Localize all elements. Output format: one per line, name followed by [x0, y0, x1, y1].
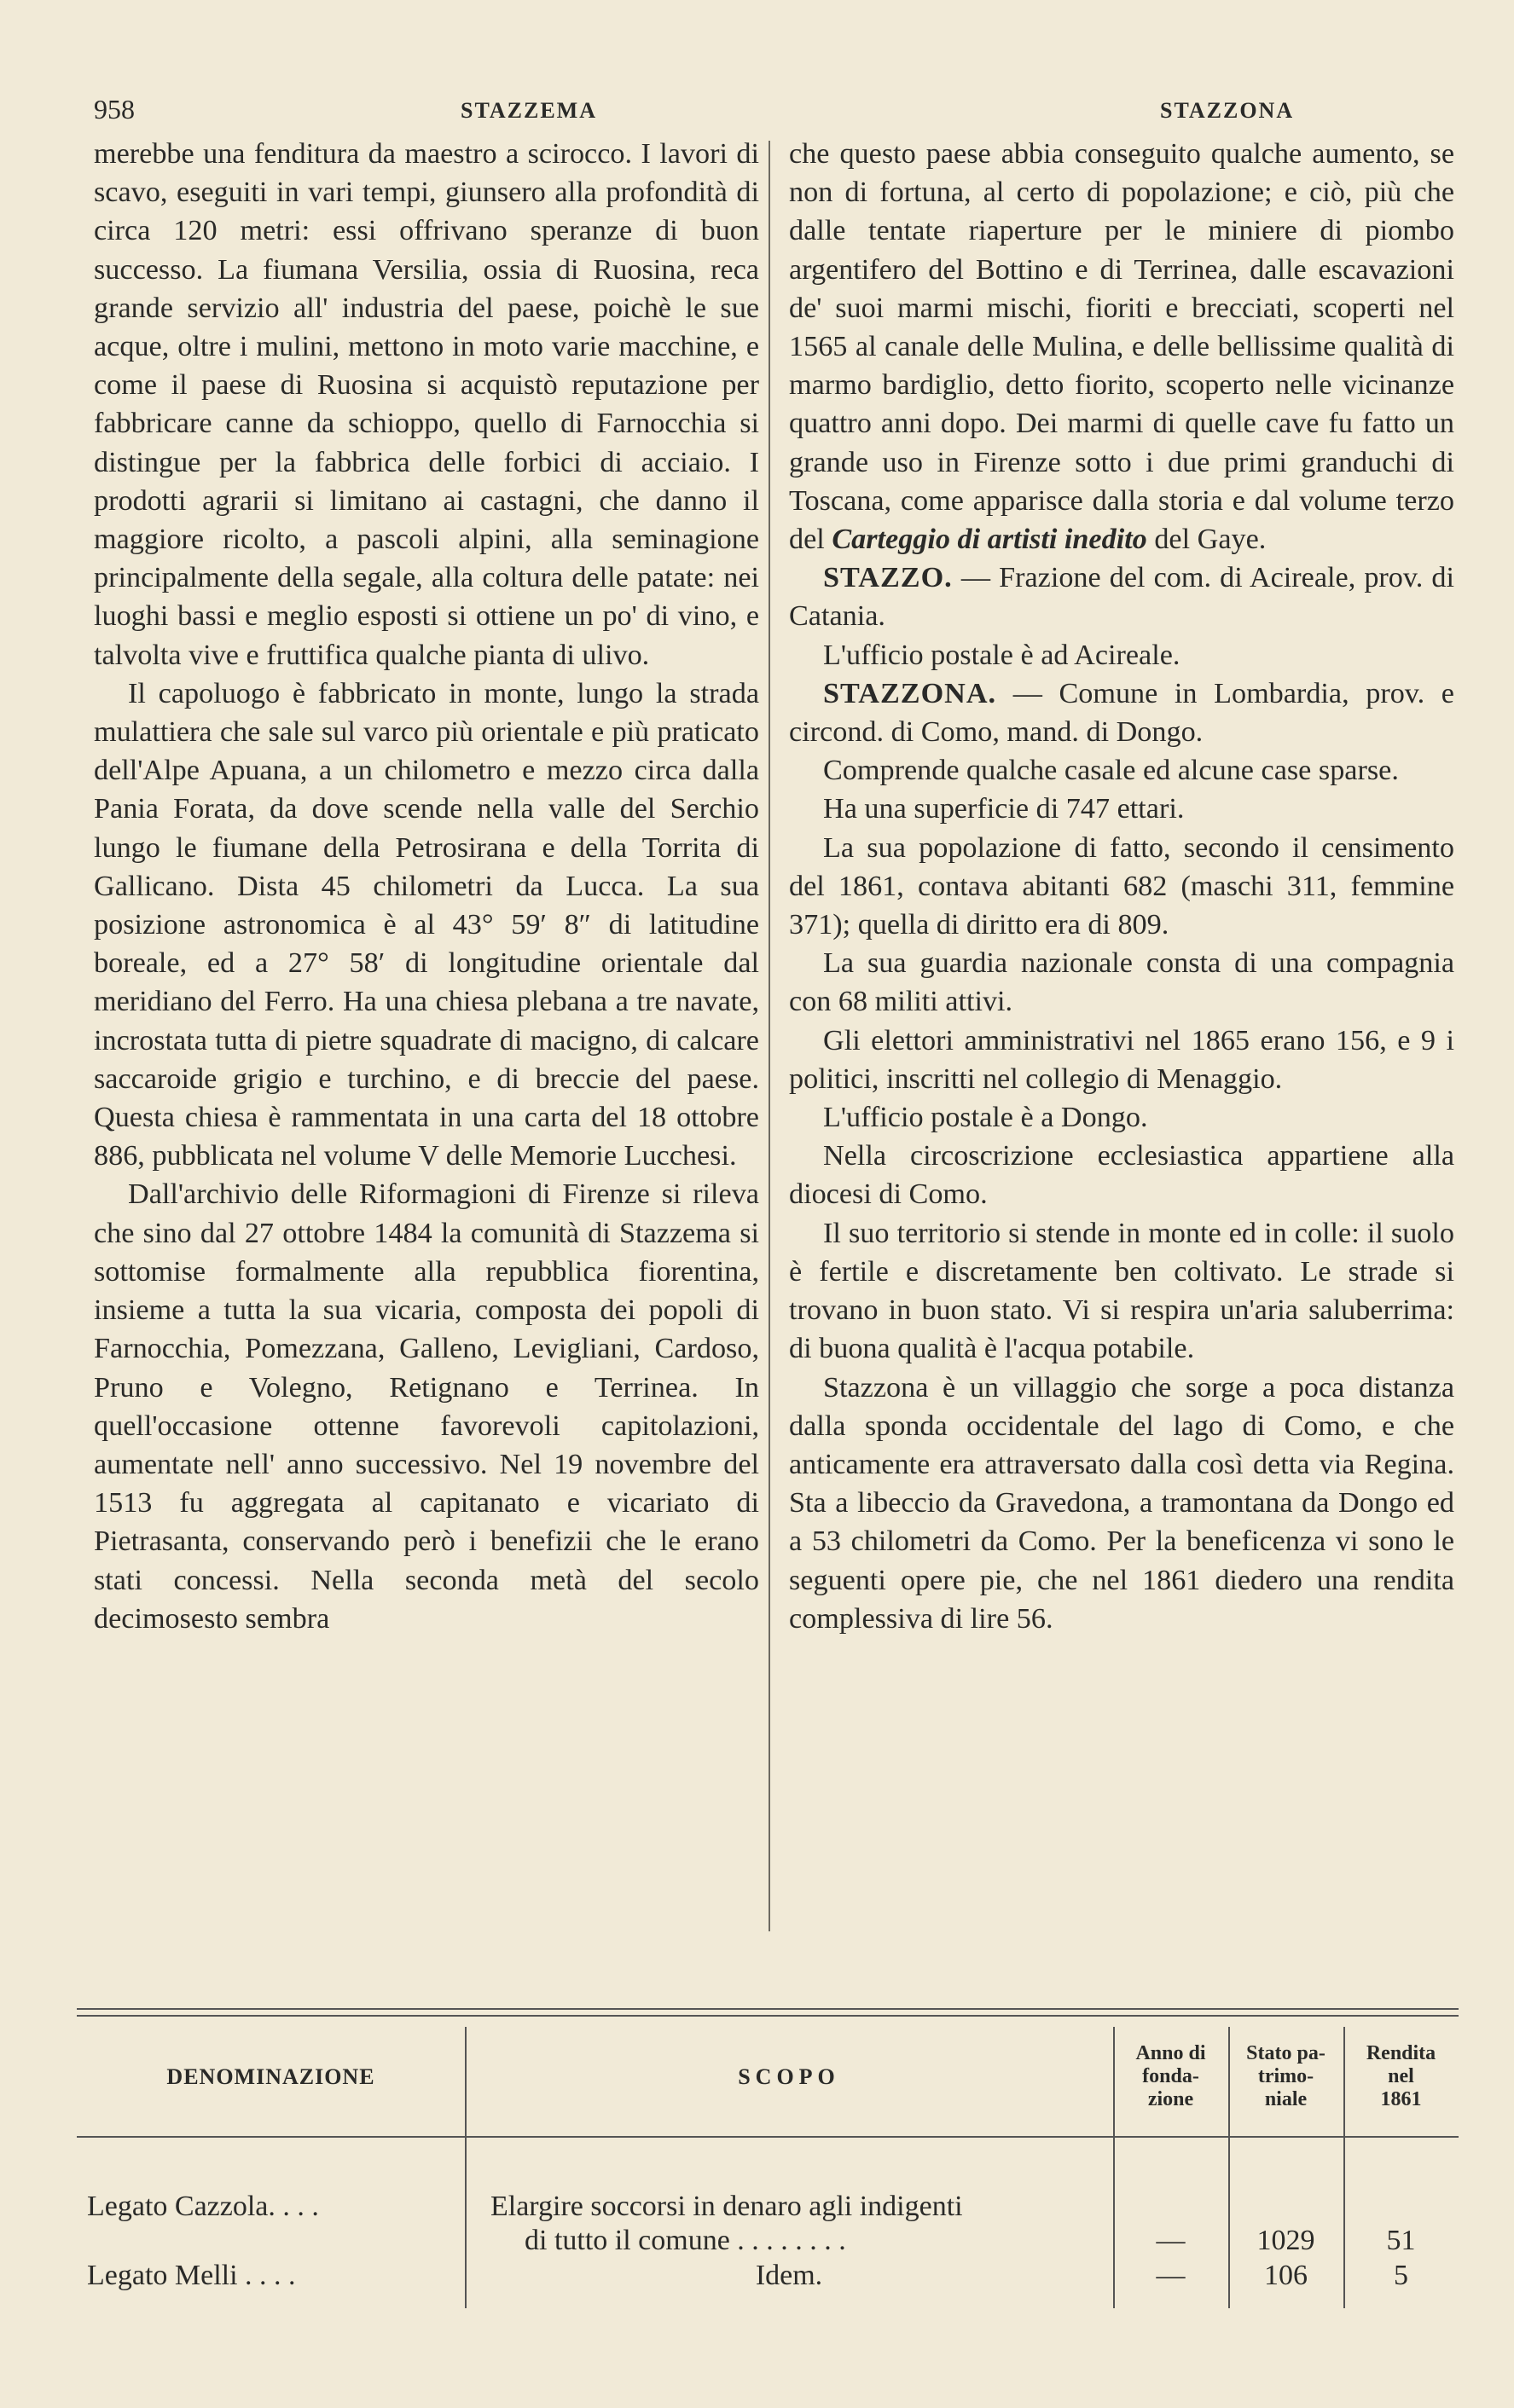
row-2-stato: 106: [1264, 2260, 1308, 2291]
right-paragraph-1-text: che questo paese abbia conseguito qualche aumento, se non di fortuna, al certo di popolazione; e ciò, più che dalle tentate riaperture per le miniere di piombo argentifero del Bottino e di Terrinea, dalle escavazioni de' suoi marmi mischi, fioriti e brecciati, scoperti nel 1565 al canale delle Mulina, e delle bellissime qualità di marmo bardiglio, detto fiorito, scoperto nelle vicinanze quattro anni dopo. Dei marmi di quelle cave fu fatto un grande uso in Firenze sotto i due primi granduchi di Toscana, come apparisce dalla storia e dal volume terzo del: [789, 138, 1454, 556]
header-anno-line3: zione: [1147, 2088, 1194, 2110]
header-anno: [1113, 2042, 1228, 2111]
row-1-scopo-line1: Elargire soccorsi in denaro agli indigenti: [490, 2191, 963, 2222]
header-anno-line1: Anno di: [1135, 2042, 1206, 2064]
header-rendita-line1: Rendita: [1366, 2042, 1436, 2064]
stazzo-post: L'ufficio postale è ad Acireale.: [823, 639, 1180, 671]
header-denominazione: DENOMINAZIONE: [166, 2064, 375, 2089]
table-top-rule-2: [77, 2015, 1459, 2017]
header-rendita-line2: nel: [1388, 2065, 1414, 2087]
table-header-rule: [77, 2136, 1459, 2138]
paragraph-ufficio: L'ufficio postale è a Dongo.: [823, 1102, 1148, 1134]
row-2-scopo: Idem.: [755, 2260, 823, 2291]
page-number: 958: [94, 94, 135, 124]
header-rendita: [1343, 2042, 1459, 2111]
table-grid: [77, 2027, 1459, 2308]
header-scopo: SCOPO: [738, 2064, 840, 2089]
stazzo-entry: [789, 559, 1454, 635]
stazzona-text: — Comune in Lombardia, prov. e circond. di Como, mand. di Dongo.: [789, 677, 1454, 749]
running-head-left: STAZZEMA: [461, 98, 597, 123]
table-top-rule: [77, 2008, 1459, 2010]
left-paragraph-3: Dall'archivio delle Riformagioni di Firenze si rileva che sino dal 27 ottobre 1484 la comunità di Stazzema si sottomise formalmente alla repubblica fiorentina, insieme a tutta la sua vicaria, composta dei popoli di Farnocchia, Pomezzana, Galleno, Levigliani, Cardoso, Pruno e Volegno, Retignano e Terrinea. In quell'occasione ottenne favorevoli capitolazioni, aumentate nell' anno successivo. Nel 19 novembre del 1513 fu aggregata al capitanato e vicariato di Pietrasanta, conservando però i benefizii che le erano stati concessi. Nella seconda metà del secolo decimosesto sembra: [94, 1178, 759, 1635]
header-stato-line3: niale: [1264, 2088, 1308, 2110]
row-1-rendita: 51: [1386, 2225, 1416, 2256]
paragraph-elettori: Gli elettori amministrativi nel 1865 erano 156, e 9 i politici, inscritti nel collegio di Menaggio.: [789, 1024, 1454, 1095]
row-2-anno: —: [1156, 2260, 1186, 2291]
stazzona-entry: [789, 674, 1454, 751]
row-1-stato: 1029: [1256, 2225, 1315, 2256]
header-stato: [1228, 2042, 1343, 2111]
left-column: [94, 135, 759, 1638]
running-head-right: STAZZONA: [1160, 98, 1295, 123]
stazzo-text: — Frazione del com. di Acireale, prov. di Catania.: [789, 562, 1454, 633]
row-1-scopo-line2: di tutto il comune . . . . . . . .: [525, 2225, 846, 2256]
header-anno-line2: fonda-: [1142, 2065, 1199, 2087]
carteggio-title: Carteggio di artisti inedito: [832, 524, 1147, 556]
left-paragraph-2: Il capoluogo è fabbricato in monte, lungo la strada mulattiera che sale sul varco più orientale e più praticato dell'Alpe Apuana, a un chilometro e mezzo circa dalla Pania Forata, da dove scende nella valle del Serchio lungo le fiumane della Petrosirana e della Torrita di Gallicano. Dista 45 chilometri da Lucca. La sua posizione astronomica è al 43° 59′ 8″ di latitudine boreale, ed a 27° 58′ di longitudine orientale dal meridiano del Ferro. Ha una chiesa plebana a tre navate, incrostata tutta di pietre squadrate di macigno, di calcare saccaroide grigio e turchino, e di breccie del paese. Questa chiesa è rammentata in una carta del 18 ottobre 886, pubblicata nel volume V delle Memorie Lucchesi.: [94, 677, 759, 1172]
paragraph-territorio: Il suo territorio si stende in monte ed in colle: il suolo è fertile e discretamente ben coltivato. Le strade si trovano in buon stato. Vi si respira un'aria saluberrima: di buona qualità è l'acqua potabile.: [789, 1217, 1454, 1365]
row-1-anno: —: [1156, 2225, 1186, 2256]
header-stato-line1: Stato pa-: [1246, 2042, 1325, 2064]
row-1-name: Legato Cazzola. . . .: [87, 2191, 319, 2222]
stazzona-heading: STAZZONA.: [823, 677, 997, 709]
row-2-rendita: 5: [1394, 2260, 1408, 2291]
left-paragraph-1: merebbe una fenditura da maestro a scirocco. I lavori di scavo, eseguiti in vari tempi, giunsero alla profondità di circa 120 metri: essi offrivano speranze di buon successo. La fiumana Versilia, ossia di Ruosina, reca grande servizio all' industria del paese, poichè le sue acque, oltre i mulini, mettono in moto varie macchine, e come il paese di Ruosina si acquistò reputazione per fabbricare canne da schioppo, quello di Farnocchia si distingue per la fabbrica delle forbici di acciaio. I prodotti agrarii si limitano ai castagni, che danno il maggiore ricolto, a pascoli alpini, alla seminagione principalmente della segale, alla coltura delle patate: nei luoghi bassi e meglio esposti si ottiene un po' di vino, e talvolta vive e fruttifica qualche pianta di ulivo.: [94, 138, 759, 671]
paragraph-villaggio: Stazzona è un villaggio che sorge a poca distanza dalla sponda occidentale del lago di Como, e che anticamente era attraversato dalla così detta via Regina. Sta a libeccio da Gravedona, a tramontana da Dongo ed a 53 chilometri da Como. Per la beneficenza vi sono le seguenti opere pie, che nel 1861 diedero una rendita complessiva di lire 56.: [789, 1371, 1454, 1635]
paragraph-circoscrizione: Nella circoscrizione ecclesiastica appartiene alla diocesi di Como.: [789, 1140, 1454, 1211]
paragraph-guardia: La sua guardia nazionale consta di una compagnia con 68 militi attivi.: [789, 947, 1454, 1018]
header-stato-line2: trimo-: [1257, 2065, 1314, 2087]
header-rendita-line3: 1861: [1380, 2088, 1422, 2110]
column-divider: [769, 141, 770, 1931]
right-paragraph-1: [789, 135, 1454, 559]
row-2-name: Legato Melli . . . .: [87, 2260, 296, 2291]
paragraph-comprende: Comprende qualche casale ed alcune case sparse.: [823, 755, 1399, 787]
stazzo-heading: STAZZO.: [823, 562, 953, 594]
paragraph-popolazione: La sua popolazione di fatto, secondo il censimento del 1861, contava abitanti 682 (maschi 311, femmine 371); quella di diritto era di 809.: [789, 831, 1454, 941]
paragraph-superficie: Ha una superficie di 747 ettari.: [823, 793, 1185, 825]
right-column: [789, 135, 1454, 1638]
right-paragraph-1-end: del Gaye.: [1154, 524, 1267, 556]
